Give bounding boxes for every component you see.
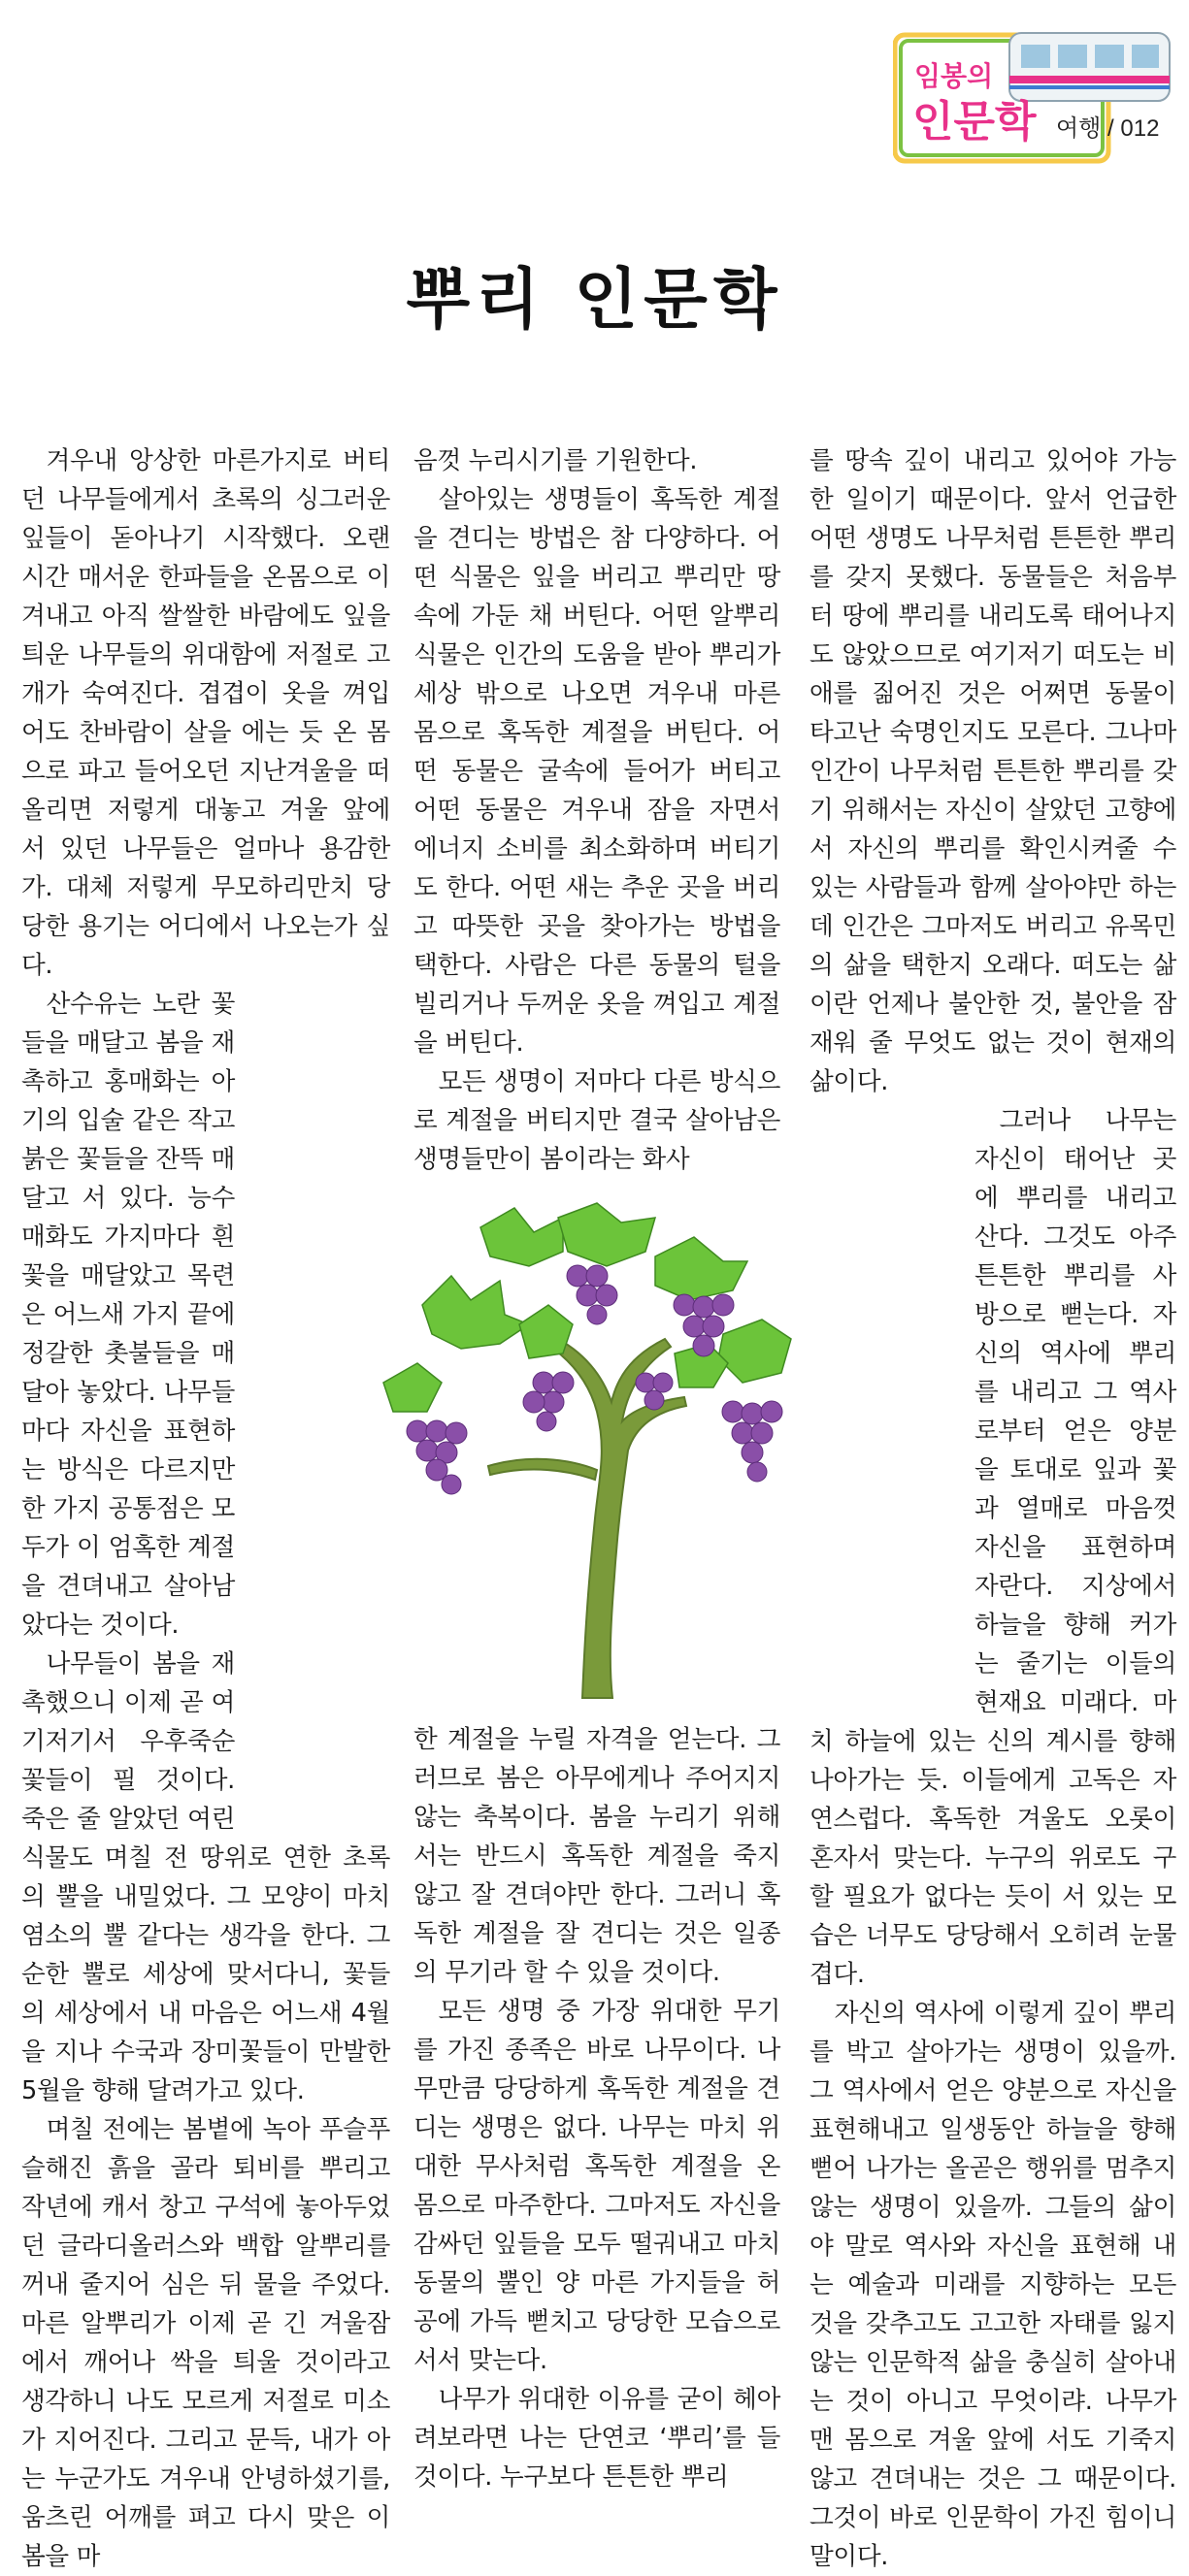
paragraph: 모든 생명이 저마다 다른 방식으로 계절을 버티지만 결국 살아남은 생명들만이 봄이라는 화사 bbox=[413, 1067, 780, 1174]
paragraph: 음껏 누리시기를 기원한다. bbox=[413, 446, 698, 475]
image-wrap-space bbox=[809, 1101, 974, 1703]
paragraph: 산수유는 노란 꽃들을 매달고 봄을 재촉하고 홍매화는 아기의 입술 같은 작고 붉은 꽃들을 잔뜩 매달고 서 있다. 능수매화도 가지마다 흰 꽃을 매달았고 목련은 어느새 가지 끝에 정갈한 촛불들을 매달아 놓았다. 나무들마다 자신을 표현하는 방식은 다르지만 한 가지 공통점은 모두가 이 엄혹한 계절을 견뎌내고 살아남았다는 것이다. bbox=[21, 990, 235, 1640]
paragraph: 를 땅속 깊이 내리고 있어야 가능한 일이기 때문이다. 앞서 언급한 어떤 생명도 나무처럼 튼튼한 뿌리를 갖지 못했다. 동물들은 처음부터 땅에 뿌리를 내리도록 태어나지도 않았으므로 여기저기 떠도는 비애를 짊어진 것은 어쩌면 동물이 타고난 숙명인지도 모른다. 그나마 인간이 나무처럼 튼튼한 뿌리를 갖기 위해서는 자신이 살았던 고향에서 자신의 뿌리를 확인시켜줄 수 있는 사람들과 함께 살아야만 하는데 인간은 그마저도 버리고 유목민의 삶을 택한지 오래다. 떠도는 삶이란 언제나 불안한 것, 불안을 잠재워 줄 무엇도 없는 것이 현재의 삶이다. bbox=[809, 446, 1176, 1096]
series-logo bbox=[893, 27, 1174, 173]
train-icon bbox=[1009, 33, 1170, 101]
paragraph: 겨우내 앙상한 마른가지로 버티던 나무들에게서 초록의 싱그러운 잎들이 돋아나기 시작했다. 오랜 시간 매서운 한파들을 온몸으로 이겨내고 아직 쌀쌀한 바람에도 잎을 틔운 나무들의 위대함에 저절로 고개가 숙여진다. 겹겹이 옷을 껴입어도 찬바람이 살을 에는 듯 온 몸으로 파고 들어오던 지난겨울을 떠올리면 저렇게 대놓고 겨울 앞에 서 있던 나무들은 얼마나 용감한가. 대체 저렇게 무모하리만치 당당한 용기는 어디에서 나오는가 싶다. bbox=[21, 446, 390, 980]
article-column-2-lower bbox=[413, 1720, 780, 2496]
paragraph: 모든 생명 중 가장 위대한 무기를 가진 종족은 바로 나무이다. 나무만큼 당당하게 혹독한 계절을 견디는 생명은 없다. 나무는 마치 위대한 무사처럼 혹독한 계절을 온 몸으로 마주한다. 그마저도 자신을 감싸던 잎들을 모두 떨궈내고 마치 동물의 뿔인 양 마른 가지들을 허공에 가득 뻗치고 당당한 모습으로 서서 맞는다. bbox=[413, 1997, 780, 2375]
article-column-1 bbox=[21, 441, 390, 2576]
grape-cluster-left bbox=[407, 1420, 467, 1494]
svg-text:여행 / 012: 여행 / 012 bbox=[1056, 115, 1160, 142]
paragraph: 나무들이 봄을 재촉했으니 이제 곧 여기저기서 우후죽순 꽃들이 필 것이다. 죽은 줄 알았던 여린 식물도 며칠 전 땅위로 연한 초록의 뿔을 내밀었다. 그 모양이 마치 염소의 뿔 같다는 생각을 한다. 그 순한 뿔로 세상에 맞서다니, 꽃들의 세상에서 내 마음은 어느새 4월을 지나 수국과 장미꽃들이 만발한 5월을 향해 달려가고 있다. bbox=[21, 1649, 390, 2105]
paragraph: 나무가 위대한 이유를 굳이 헤아려보라면 나는 단연코 ‘뿌리’를 들 것이다. 누구보다 튼튼한 뿌리 bbox=[413, 2385, 780, 2492]
svg-text:임봉의: 임봉의 bbox=[914, 61, 994, 91]
article-column-2 bbox=[413, 441, 780, 1179]
paragraph: 그러나 나무는 자신이 태어난 곳에 뿌리를 내리고 산다. 그것도 아주 튼튼한 뿌리를 사방으로 뻗는다. 자신의 역사에 뿌리를 내리고 그 역사로부터 얻은 양분을 토대로 잎과 꽃과 열매로 마음껏 자신을 표현하며 자란다. 지상에서 하늘을 향해 커가는 줄기는 이들의 현재요 미래다. 마치 하늘에 있는 신의 계시를 향해 나아가는 듯. 이들에게 고독은 자연스럽다. 혹독한 겨울도 오롯이 혼자서 맞는다. 누구의 위로도 구할 필요가 없다는 듯이 서 있는 모습은 너무도 당당해서 오히려 눈물겹다. bbox=[809, 1106, 1176, 1989]
article-title: 뿌리 인문학 bbox=[406, 261, 783, 339]
grape-cluster-right bbox=[722, 1401, 782, 1482]
paragraph: 한 계절을 누릴 자격을 얻는다. 그러므로 봄은 아무에게나 주어지지 않는 축복이다. 봄을 누리기 위해서는 반드시 혹독한 계절을 죽지 않고 잘 견뎌야만 한다. 그러니 혹독한 계절을 잘 견디는 것은 일종의 무기라 할 수 있을 것이다. bbox=[413, 1725, 780, 1987]
grape-tree-illustration bbox=[364, 1189, 820, 1703]
grape-cluster-top bbox=[567, 1265, 617, 1324]
svg-text:인문학: 인문학 bbox=[912, 98, 1037, 146]
grape-cluster-mid bbox=[523, 1372, 574, 1431]
article-column-3 bbox=[809, 441, 1176, 2576]
paragraph: 자신의 역사에 이렇게 깊이 뿌리를 박고 살아가는 생명이 있을까. 그 역사에서 얻은 양분으로 자신을 표현해내고 일생동안 하늘을 향해 뻗어 나가는 올곧은 행위를 멈추지 않는 생명이 있을까. 그들의 삶이야 말로 역사와 자신을 표현해 내는 예술과 미래를 지향하는 모든 것을 갖추고도 고고한 자태를 잃지 않는 인문학적 삶을 충실히 살아내는 것이 아니고 무엇이랴. 나무가 맨 몸으로 겨울 앞에 서도 기죽지 않고 견뎌내는 것은 그 때문이다. 그것이 바로 인문학이 가진 힘이니 말이다. bbox=[809, 1999, 1176, 2571]
paragraph: 며칠 전에는 봄볕에 녹아 푸슬푸슬해진 흙을 골라 퇴비를 뿌리고 작년에 캐서 창고 구석에 놓아두었던 글라디올러스와 백합 알뿌리를 꺼내 줄지어 심은 뒤 물을 주었다. 마른 알뿌리가 이제 곧 긴 겨울잠에서 깨어나 싹을 틔울 것이라고 생각하니 나도 모르게 저절로 미소가 지어진다. 그리고 문득, 내가 아는 누군가도 겨우내 안녕하셨기를, 움츠린 어깨를 펴고 다시 맞은 이 봄을 마 bbox=[21, 2115, 390, 2571]
paragraph: 살아있는 생명들이 혹독한 계절을 견디는 방법은 참 다양하다. 어떤 식물은 잎을 버리고 뿌리만 땅 속에 가둔 채 버틴다. 어떤 알뿌리 식물은 인간의 도움을 받아 뿌리가 세상 밖으로 나오면 겨우내 마른 몸으로 혹독한 계절을 버틴다. 어떤 동물은 굴속에 들어가 버티고 어떤 동물은 겨우내 잠을 자면서 에너지 소비를 최소화하며 버티기도 한다. 어떤 새는 추운 곳을 버리고 따뜻한 곳을 찾아가는 방법을 택한다. 사람은 다른 동물의 털을 빌리거나 두꺼운 옷을 껴입고 계절을 버틴다. bbox=[413, 485, 780, 1058]
